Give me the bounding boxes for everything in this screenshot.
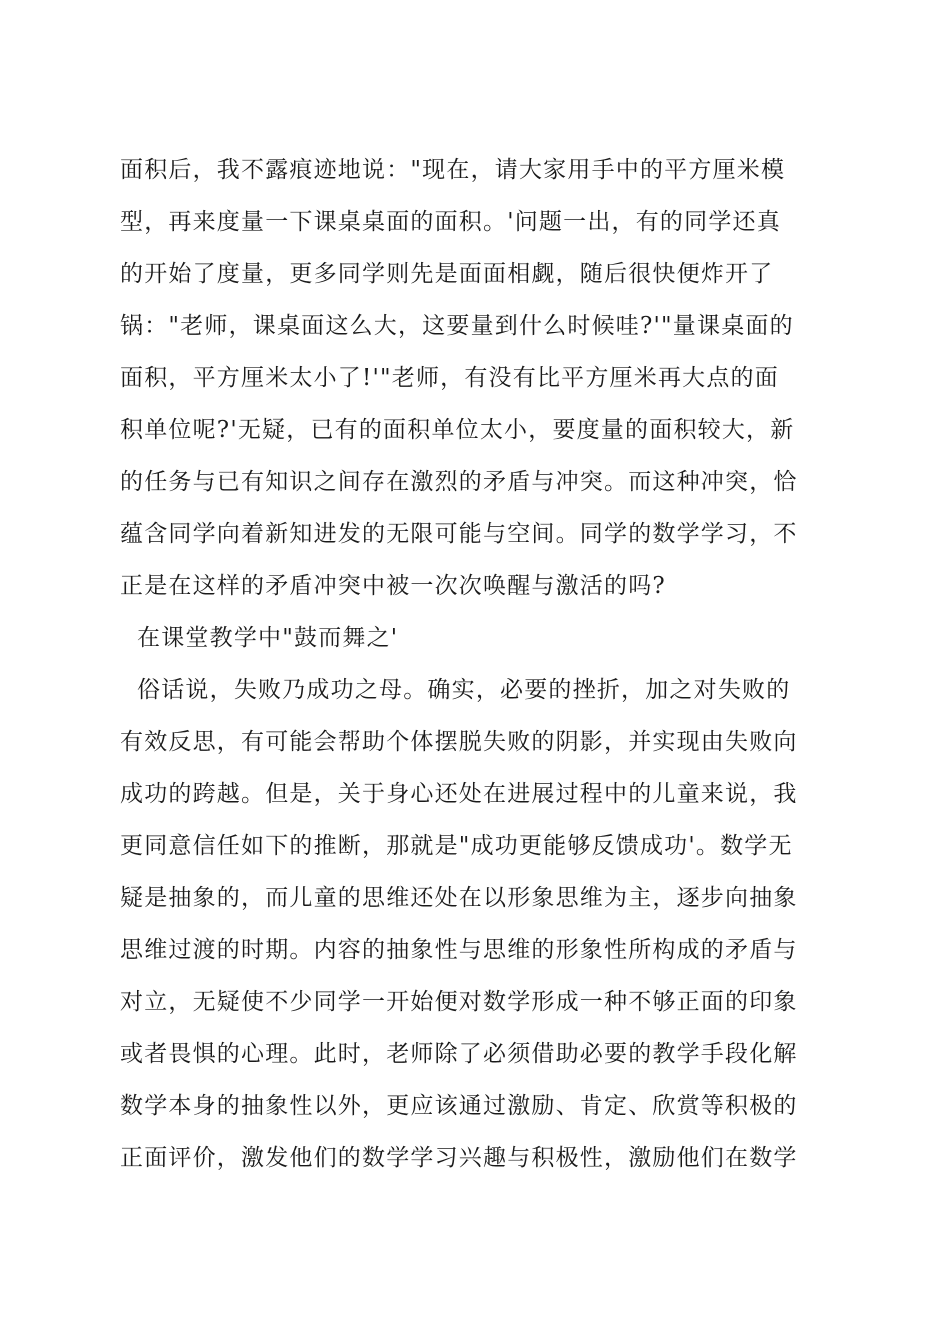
paragraph-line: 锅："老师，课桌面这么大，这要量到什么时候哇?'"量课桌面的 (120, 313, 794, 339)
paragraph-line: 正是在这样的矛盾冲突中被一次次唤醒与激活的吗? (120, 573, 666, 599)
section-heading (120, 612, 840, 664)
section-heading-text: 在课堂教学中"鼓而舞之' (120, 625, 399, 651)
paragraph-line: 数学本身的抽象性以外，更应该通过激励、肯定、欣赏等积极的 (120, 1093, 798, 1119)
paragraph-line: 的任务与已有知识之间存在激烈的矛盾与冲突。而这种冲突，恰 (120, 469, 798, 495)
paragraph-line: 俗话说，失败乃成功之母。确实，必要的挫折，加之对失败的 (120, 677, 791, 703)
paragraph-line: 型，再来度量一下课桌桌面的面积。'问题一出，有的同学还真 (120, 209, 781, 235)
paragraph-line: 面积后，我不露痕迹地说："现在，请大家用手中的平方厘米模 (120, 157, 786, 183)
paragraph-line: 面积，平方厘米太小了!'"老师，有没有比平方厘米再大点的面 (120, 365, 779, 391)
paragraph-line: 的开始了度量，更多同学则先是面面相觑，随后很快便炸开了 (120, 261, 774, 287)
paragraph-2 (120, 664, 840, 1184)
paragraph-line: 积单位呢?'无疑，已有的面积单位太小，要度量的面积较大，新 (120, 417, 795, 443)
paragraph-1 (120, 144, 840, 612)
paragraph-line: 蕴含同学向着新知进发的无限可能与空间。同学的数学学习，不 (120, 521, 798, 547)
paragraph-line: 成功的跨越。但是，关于身心还处在进展过程中的儿童来说，我 (120, 781, 798, 807)
paragraph-line: 更同意信任如下的推断，那就是"成功更能够反馈成功'。数学无 (120, 833, 793, 859)
paragraph-line: 或者畏惧的心理。此时，老师除了必须借助必要的教学手段化解 (120, 1041, 798, 1067)
paragraph-line: 思维过渡的时期。内容的抽象性与思维的形象性所构成的矛盾与 (120, 937, 798, 963)
paragraph-line: 疑是抽象的，而儿童的思维还处在以形象思维为主，逐步向抽象 (120, 885, 798, 911)
paragraph-line: 对立，无疑使不少同学一开始便对数学形成一种不够正面的印象 (120, 989, 798, 1015)
paragraph-line: 正面评价，激发他们的数学学习兴趣与积极性，激励他们在数学 (120, 1145, 798, 1171)
paragraph-line: 有效反思，有可能会帮助个体摆脱失败的阴影，并实现由失败向 (120, 729, 798, 755)
